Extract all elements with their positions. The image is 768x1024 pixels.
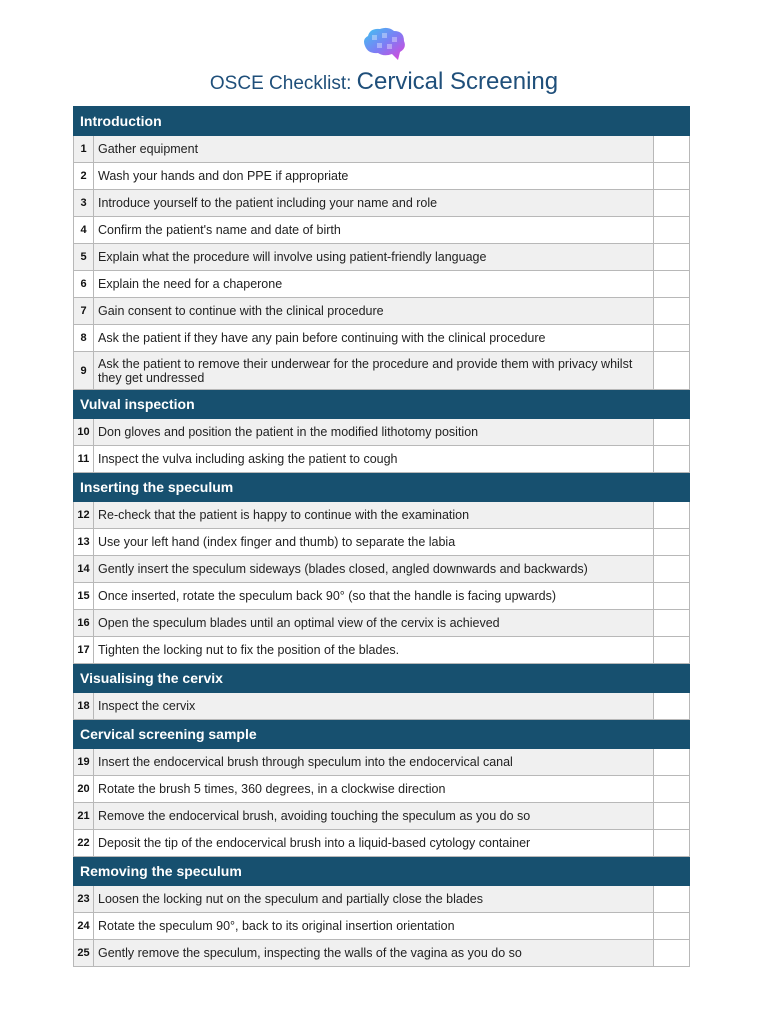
step-number: 4: [74, 217, 94, 244]
step-number: 25: [74, 940, 94, 967]
step-number: 20: [74, 776, 94, 803]
checkbox-cell[interactable]: [653, 886, 689, 913]
step-number: 6: [74, 271, 94, 298]
checklist-row: [74, 886, 690, 913]
checklist-row: [74, 529, 690, 556]
step-number: 11: [74, 446, 94, 473]
checkbox-cell[interactable]: [653, 271, 689, 298]
step-number: 17: [74, 637, 94, 664]
checkbox-cell[interactable]: [653, 610, 689, 637]
checkbox-cell[interactable]: [653, 830, 689, 857]
step-text: Gently insert the speculum sideways (blades closed, angled downwards and backwards): [94, 556, 654, 583]
checklist-row: [74, 693, 690, 720]
step-number: 23: [74, 886, 94, 913]
step-number: 2: [74, 163, 94, 190]
checklist-row: [74, 583, 690, 610]
step-text: Confirm the patient's name and date of birth: [94, 217, 654, 244]
step-text: Tighten the locking nut to fix the position of the blades.: [94, 637, 654, 664]
checklist-row: [74, 163, 690, 190]
checklist-row: [74, 325, 690, 352]
step-text: Re-check that the patient is happy to continue with the examination: [94, 502, 654, 529]
step-number: 22: [74, 830, 94, 857]
checkbox-cell[interactable]: [653, 190, 689, 217]
checkbox-cell[interactable]: [653, 637, 689, 664]
checklist-row: [74, 352, 690, 390]
checklist-row: [74, 271, 690, 298]
checklist-row: [74, 190, 690, 217]
checklist-row: [74, 637, 690, 664]
section-title: Removing the speculum: [74, 857, 690, 886]
checkbox-cell[interactable]: [653, 776, 689, 803]
checkbox-cell[interactable]: [653, 749, 689, 776]
checkbox-cell[interactable]: [653, 556, 689, 583]
checkbox-cell[interactable]: [653, 352, 689, 390]
step-number: 19: [74, 749, 94, 776]
checkbox-cell[interactable]: [653, 136, 689, 163]
checklist-row: [74, 556, 690, 583]
step-number: 16: [74, 610, 94, 637]
step-text: Use your left hand (index finger and thumb) to separate the labia: [94, 529, 654, 556]
title-prefix: OSCE Checklist:: [209, 73, 357, 94]
step-number: 9: [74, 352, 94, 390]
checkbox-cell[interactable]: [653, 693, 689, 720]
checklist-row: [74, 298, 690, 325]
step-number: 21: [74, 803, 94, 830]
section-title: Cervical screening sample: [74, 720, 690, 749]
step-text: Explain the need for a chaperone: [94, 271, 654, 298]
step-text: Deposit the tip of the endocervical brush into a liquid-based cytology container: [94, 830, 654, 857]
section-header: [74, 720, 690, 749]
step-number: 15: [74, 583, 94, 610]
checklist-row: [74, 217, 690, 244]
checkbox-cell[interactable]: [653, 163, 689, 190]
step-number: 13: [74, 529, 94, 556]
checklist-row: [74, 749, 690, 776]
checkbox-cell[interactable]: [653, 913, 689, 940]
section-header: [74, 664, 690, 693]
checklist-row: [74, 803, 690, 830]
step-text: Gently remove the speculum, inspecting the walls of the vagina as you do so: [94, 940, 654, 967]
checkbox-cell[interactable]: [653, 244, 689, 271]
step-number: 7: [74, 298, 94, 325]
checklist-row: [74, 776, 690, 803]
step-text: Gather equipment: [94, 136, 654, 163]
step-text: Rotate the brush 5 times, 360 degrees, in a clockwise direction: [94, 776, 654, 803]
checkbox-cell[interactable]: [653, 502, 689, 529]
step-text: Don gloves and position the patient in the modified lithotomy position: [94, 419, 654, 446]
checklist-row: [74, 136, 690, 163]
step-number: 18: [74, 693, 94, 720]
brain-logo-icon: [360, 26, 408, 66]
step-text: Explain what the procedure will involve using patient-friendly language: [94, 244, 654, 271]
section-title: Vulval inspection: [74, 390, 690, 419]
step-text: Ask the patient if they have any pain before continuing with the clinical procedure: [94, 325, 654, 352]
step-text: Loosen the locking nut on the speculum and partially close the blades: [94, 886, 654, 913]
step-number: 5: [74, 244, 94, 271]
step-text: Gain consent to continue with the clinical procedure: [94, 298, 654, 325]
step-text: Introduce yourself to the patient including your name and role: [94, 190, 654, 217]
checklist-body: [74, 107, 690, 967]
step-number: 14: [74, 556, 94, 583]
checkbox-cell[interactable]: [653, 325, 689, 352]
step-text: Open the speculum blades until an optimal view of the cervix is achieved: [94, 610, 654, 637]
step-text: Inspect the cervix: [94, 693, 654, 720]
checkbox-cell[interactable]: [653, 529, 689, 556]
section-header: [74, 390, 690, 419]
step-text: Wash your hands and don PPE if appropriate: [94, 163, 654, 190]
section-header: [74, 473, 690, 502]
checkbox-cell[interactable]: [653, 583, 689, 610]
title-main: Cervical Screening: [356, 68, 559, 95]
section-header: [74, 857, 690, 886]
checkbox-cell[interactable]: [653, 803, 689, 830]
step-number: 3: [74, 190, 94, 217]
checklist-row: [74, 830, 690, 857]
checklist-table: [73, 106, 690, 967]
step-number: 10: [74, 419, 94, 446]
step-number: 24: [74, 913, 94, 940]
checkbox-cell[interactable]: [653, 217, 689, 244]
step-text: Once inserted, rotate the speculum back 90° (so that the handle is facing upwards): [94, 583, 654, 610]
checklist-row: [74, 446, 690, 473]
section-title: Introduction: [74, 107, 690, 136]
step-number: 1: [74, 136, 94, 163]
checkbox-cell[interactable]: [653, 446, 689, 473]
checklist-row: [74, 610, 690, 637]
step-text: Inspect the vulva including asking the patient to cough: [94, 446, 654, 473]
checklist-row: [74, 419, 690, 446]
checklist-row: [74, 913, 690, 940]
section-header: [74, 107, 690, 136]
checklist-row: [74, 502, 690, 529]
step-text: Ask the patient to remove their underwear for the procedure and provide them with privacy whilst they get undressed: [94, 352, 654, 390]
section-title: Visualising the cervix: [74, 664, 690, 693]
checkbox-cell[interactable]: [653, 298, 689, 325]
checklist-row: [74, 940, 690, 967]
checkbox-cell[interactable]: [653, 419, 689, 446]
page-title: [0, 68, 768, 96]
checkbox-cell[interactable]: [653, 940, 689, 967]
step-text: Rotate the speculum 90°, back to its original insertion orientation: [94, 913, 654, 940]
checklist-row: [74, 244, 690, 271]
step-number: 12: [74, 502, 94, 529]
step-text: Remove the endocervical brush, avoiding touching the speculum as you do so: [94, 803, 654, 830]
step-number: 8: [74, 325, 94, 352]
section-title: Inserting the speculum: [74, 473, 690, 502]
step-text: Insert the endocervical brush through speculum into the endocervical canal: [94, 749, 654, 776]
